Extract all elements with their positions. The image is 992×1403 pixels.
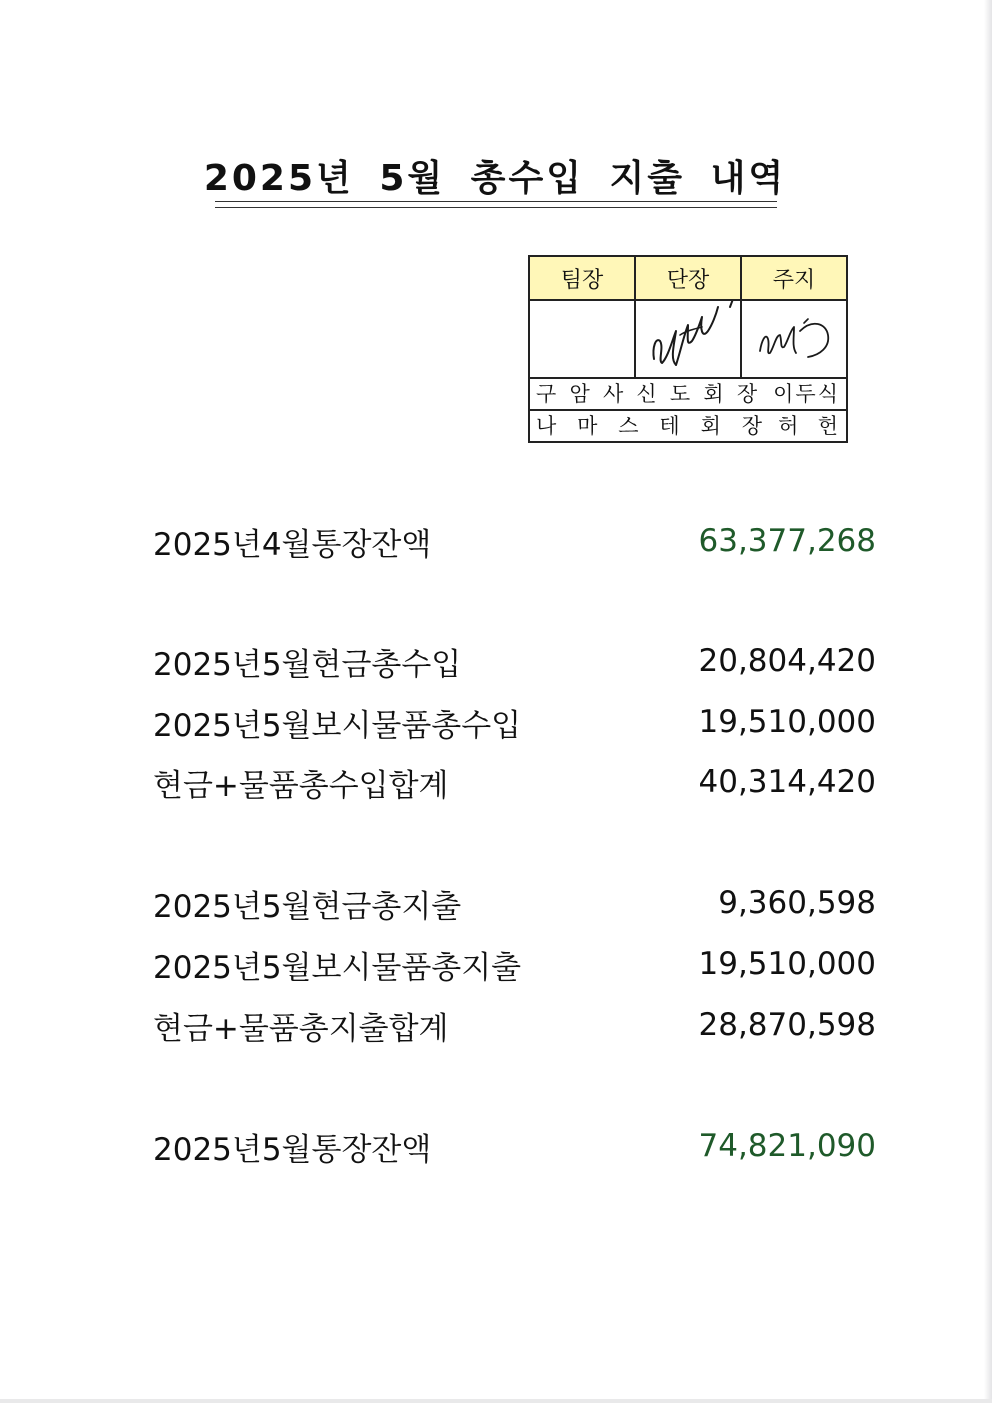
org-char: 장 (736, 382, 758, 406)
scan-edge-bottom (0, 1399, 992, 1403)
row-may-goods-expense (153, 942, 876, 986)
row-amount: 19,510,000 (698, 704, 876, 740)
row-amount: 74,821,090 (698, 1128, 876, 1164)
org-char: 신 (636, 382, 657, 406)
row-amount: 19,510,000 (698, 946, 876, 982)
row-amount: 20,804,420 (698, 643, 876, 679)
org-char: 장 (741, 414, 762, 438)
org-char: 암 (569, 382, 590, 406)
row-may-balance (153, 1124, 876, 1168)
row-amount: 28,870,598 (698, 1007, 876, 1043)
row-total-expense (153, 1003, 876, 1047)
approval-table (528, 255, 848, 443)
org-char: 테 (659, 414, 680, 438)
org-char: 마 (577, 414, 598, 438)
signature-box-team-leader (529, 300, 635, 378)
org-char: 회 (703, 382, 724, 406)
row-may-cash-expense (153, 881, 876, 925)
document-title: 2025년 5월 총수입 지출 내역 (203, 158, 787, 199)
row-label: 2025년5월현금총지출 (153, 888, 462, 925)
approval-header-chief-monk: 주지 (741, 256, 847, 300)
signature-box-group-leader (635, 300, 741, 378)
row-amount: 9,360,598 (718, 885, 876, 921)
row-label: 현금+물품총수입합계 (153, 767, 449, 804)
row-label: 2025년5월보시물품총지출 (153, 949, 522, 986)
org-char: 스 (618, 414, 639, 438)
row-label: 2025년5월보시물품총수입 (153, 707, 522, 744)
row-label: 2025년5월통장잔액 (153, 1131, 432, 1168)
approval-footer-cell (529, 410, 847, 442)
approval-footer-row-2 (529, 410, 847, 442)
approval-header-team-leader: 팀장 (529, 256, 635, 300)
approval-header-row (529, 256, 847, 300)
row-total-income (153, 760, 876, 804)
org-char: 도 (669, 382, 691, 406)
row-label: 2025년4월통장잔액 (153, 526, 432, 563)
row-amount: 40,314,420 (698, 764, 876, 800)
approval-footer-cell (529, 378, 847, 410)
org-char: 사 (602, 382, 624, 406)
title-double-underline (215, 201, 777, 208)
row-april-balance (153, 519, 876, 563)
row-label: 2025년5월현금총수입 (153, 646, 462, 683)
signature-box-chief-monk (741, 300, 847, 378)
row-may-cash-income (153, 639, 876, 683)
row-amount: 63,377,268 (698, 523, 876, 559)
approval-header-group-leader: 단장 (635, 256, 741, 300)
approval-footer-row-1 (529, 378, 847, 410)
row-label: 현금+물품총지출합계 (153, 1010, 449, 1047)
signature-group-leader-icon (636, 301, 742, 377)
org-title-text (536, 411, 778, 441)
org-title-text (536, 379, 773, 409)
org-char: 회 (700, 414, 721, 438)
president-name: 허 헌 (778, 414, 840, 438)
approval-signature-row (529, 300, 847, 378)
org-char: 나 (536, 414, 557, 438)
org-char: 구 (536, 382, 557, 406)
signature-chief-monk-icon (742, 301, 848, 377)
row-may-goods-income (153, 700, 876, 744)
president-name: 이두식 (773, 382, 840, 406)
scan-edge (984, 0, 992, 1403)
